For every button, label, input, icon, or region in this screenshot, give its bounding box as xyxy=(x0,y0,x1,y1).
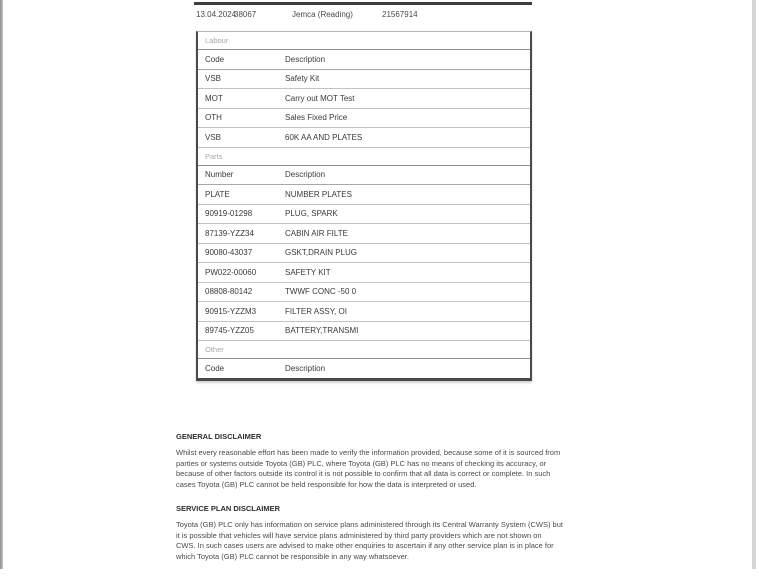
cell-description: NUMBER PLATES xyxy=(285,189,352,199)
table-row xyxy=(198,244,530,264)
cell-description: Carry out MOT Test xyxy=(285,93,355,103)
table-row xyxy=(198,128,530,148)
table-row xyxy=(198,283,530,303)
service-record-meta xyxy=(196,10,536,22)
cell-code: 87139-YZZ34 xyxy=(205,228,254,238)
service-date: 13.04.2024 xyxy=(196,10,237,19)
column-header-description: Description xyxy=(285,363,326,373)
cell-code: PLATE xyxy=(205,189,230,199)
section-header-labour: Labour xyxy=(198,32,530,50)
cell-description: Safety Kit xyxy=(285,74,320,84)
general-disclaimer-body: Whilst every reasonable effort has been made to verify the information provided, because some of it is sourced from parties or systems outside Toyota (GB) PLC, where Toyota (GB) PLC has no means of checking its accuracy, or because of other factors outside its control it is not possible to confirm that all data is correct or complete. In such cases Toyota (GB) PLC cannot be held responsible for how the data is interpreted or used. xyxy=(176,448,561,489)
column-header-row xyxy=(198,50,530,70)
cell-description: CABIN AIR FILTE xyxy=(285,228,348,238)
general-disclaimer-title: GENERAL DISCLAIMER xyxy=(176,432,262,441)
column-header-description: Description xyxy=(285,170,326,180)
disclaimers-section xyxy=(176,432,563,576)
cell-code: 90080-43037 xyxy=(205,248,253,258)
table-row xyxy=(198,302,530,322)
column-header-description: Description xyxy=(285,54,326,64)
cell-code: MOT xyxy=(205,93,223,103)
table-row xyxy=(198,205,530,225)
column-header-code: Code xyxy=(205,363,225,373)
column-header-code: Number xyxy=(205,170,234,180)
cell-description: GSKT,DRAIN PLUG xyxy=(285,248,358,258)
cell-code: VSB xyxy=(205,132,222,142)
section-header-parts: Parts xyxy=(198,148,530,166)
cell-description: PLUG, SPARK xyxy=(285,209,338,219)
table-row xyxy=(198,89,530,109)
scrollbar-track[interactable] xyxy=(752,0,756,569)
table-row xyxy=(198,185,530,205)
service-mileage: 38067 xyxy=(234,10,257,19)
service-dealer: Jemca (Reading) xyxy=(292,10,353,19)
cell-description: SAFETY KIT xyxy=(285,267,331,277)
cell-description: FILTER ASSY, OI xyxy=(285,306,347,316)
service-table xyxy=(196,31,532,381)
section-header-other: Other xyxy=(198,341,530,359)
table-row xyxy=(198,263,530,283)
cell-code: 89745-YZZ05 xyxy=(205,326,254,336)
cell-code: VSB xyxy=(205,74,222,84)
cell-description: Sales Fixed Price xyxy=(285,113,348,123)
window-left-edge xyxy=(0,0,3,569)
cell-description: BATTERY,TRANSMI xyxy=(285,326,359,336)
cell-code: 08808-80142 xyxy=(205,287,253,297)
table-row xyxy=(198,70,530,90)
cell-code: 90915-YZZM3 xyxy=(205,306,257,316)
table-row xyxy=(198,109,530,129)
service-plan-disclaimer-title: SERVICE PLAN DISCLAIMER xyxy=(176,504,281,513)
cell-code: 90919-01298 xyxy=(205,209,253,219)
table-row xyxy=(198,322,530,342)
column-header-row xyxy=(198,359,530,378)
cell-description: TWWF CONC -50 0 xyxy=(285,287,357,297)
section-divider-line xyxy=(194,2,532,5)
table-row xyxy=(198,224,530,244)
service-plan-disclaimer-body: Toyota (GB) PLC only has information on service plans administered through its Central Warranty System (CWS) but it is possible that vehicles will have service plans administered by third party providers which are not shown on CWS. In such cases users are advised to make other enquiries to ascertain if any other service plan is in place for which Toyota (GB) PLC cannot be responsible in any way whatsoever. xyxy=(176,520,563,561)
column-header-code: Code xyxy=(205,54,225,64)
cell-code: OTH xyxy=(205,113,222,123)
column-header-row xyxy=(198,166,530,186)
service-reference: 21567914 xyxy=(382,10,418,19)
cell-code: PW022-00060 xyxy=(205,267,257,277)
cell-description: 60K AA AND PLATES xyxy=(285,132,363,142)
